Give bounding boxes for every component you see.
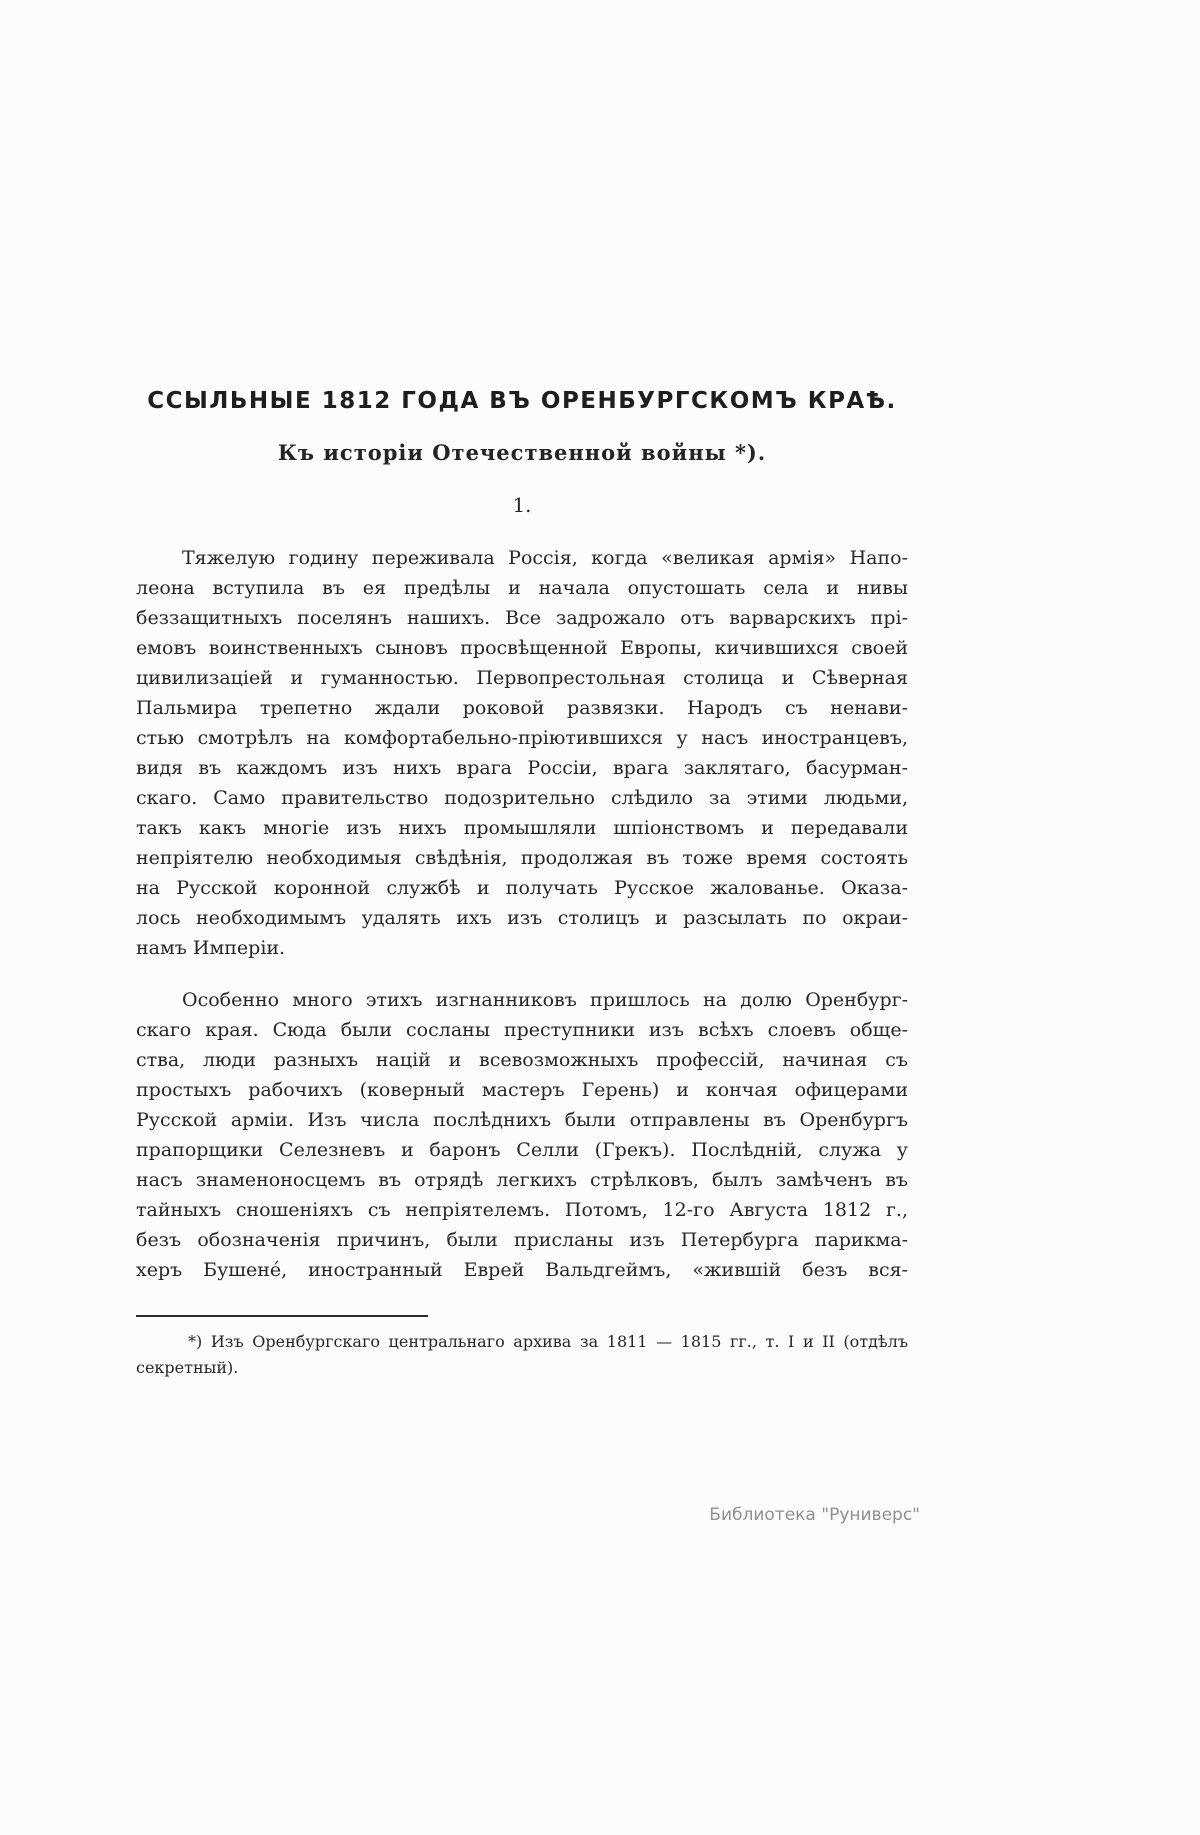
text-line: тайныхъ сношеніяхъ съ непріятелемъ. Потомъ, 12-го Августа 1812 г., — [136, 1199, 908, 1221]
paragraph-1 — [136, 543, 908, 963]
text-line: безъ обозначенія причинъ, были присланы изъ Петербурга парикма- — [136, 1229, 908, 1251]
text-line: скаго. Само правительство подозрительно слѣдило за этими людьми, — [136, 787, 908, 809]
text-line: прапорщики Селезневъ и баронъ Селли (Грекъ). Послѣдній, служа у — [136, 1139, 908, 1161]
section-number: 1. — [512, 493, 532, 517]
text-line: *) Изъ Оренбургскаго центральнаго архива за 1811 — 1815 гг., т. I и II (отдѣлъ — [188, 1332, 908, 1351]
library-watermark: Библиотека "Руниверс" — [709, 1505, 920, 1525]
text-line: непріятелю необходимыя свѣдѣнія, продолжая въ тоже время состоять — [136, 847, 908, 869]
text-line: намъ Имперіи. — [136, 937, 286, 959]
text-line: ства, люди разныхъ націй и всевозможныхъ профессій, начиная съ — [136, 1049, 908, 1071]
text-line: простыхъ рабочихъ (коверный мастеръ Герень) и кончая офицерами — [136, 1079, 908, 1101]
text-line: Особенно много этихъ изгнанниковъ пришлось на долю Оренбург- — [182, 989, 908, 1011]
page-subtitle: Къ исторіи Отечественной войны *). — [277, 440, 767, 465]
footnote-separator — [136, 1315, 428, 1317]
text-line: видя въ каждомъ изъ нихъ врага Россіи, врага заклятаго, басурман- — [136, 757, 908, 779]
paragraph-2 — [136, 985, 908, 1285]
footnote — [136, 1329, 908, 1381]
text-line: емовъ воинственныхъ сыновъ просвѣщенной Европы, кичившихся своей — [136, 637, 908, 659]
text-line: стью смотрѣлъ на комфортабельно-пріютившихся у насъ иностранцевъ, — [136, 727, 908, 749]
text-line: цивилизаціей и гуманностью. Первопрестольная столица и Сѣверная — [136, 667, 908, 689]
text-line: леона вступила въ ея предѣлы и начала опустошать села и нивы — [136, 577, 908, 599]
text-block — [136, 388, 908, 1381]
text-line: насъ знаменоносцемъ въ отрядѣ легкихъ стрѣлковъ, былъ замѣченъ въ — [136, 1169, 908, 1191]
text-line: скаго края. Сюда были сосланы преступники изъ всѣхъ слоевъ обще- — [136, 1019, 908, 1041]
text-line: такъ какъ многіе изъ нихъ промышляли шпіонствомъ и передавали — [136, 817, 908, 839]
text-line: Пальмира трепетно ждали роковой развязки. Народъ съ ненави- — [136, 697, 908, 719]
text-line: секретный). — [136, 1358, 239, 1377]
text-line: Русской арміи. Изъ числа послѣднихъ были отправлены въ Оренбургъ — [136, 1109, 908, 1131]
text-line: на Русской коронной службѣ и получать Русское жалованье. Оказа- — [136, 877, 908, 899]
text-line: лось необходимымъ удалять ихъ изъ столицъ и разсылать по окраи- — [136, 907, 908, 929]
page-title: ССЫЛЬНЫЕ 1812 ГОДА ВЪ ОРЕНБУРГСКОМЪ КРАѢ. — [147, 388, 897, 414]
text-line: Тяжелую годину переживала Россія, когда «великая армія» Напо- — [182, 547, 908, 569]
text-line: беззащитныхъ поселянъ нашихъ. Все задрожало отъ варварскихъ прі- — [136, 607, 908, 629]
text-line: херъ Бушене́, иностранный Еврей Вальдгеймъ, «жившій безъ вся- — [136, 1259, 908, 1281]
